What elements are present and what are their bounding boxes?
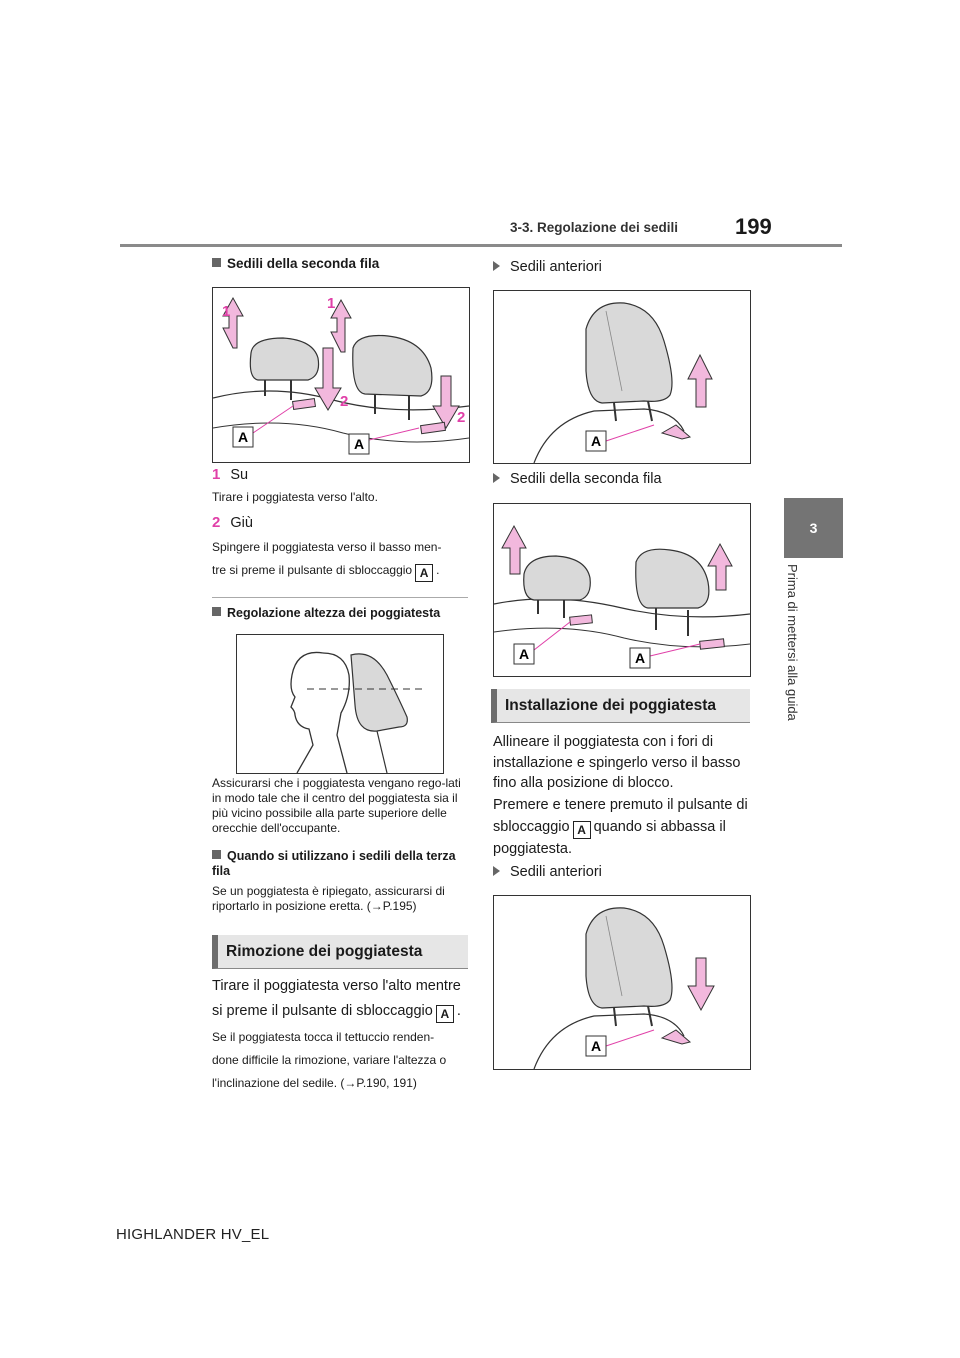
second-row-heading xyxy=(212,256,379,271)
install-p2-l2: sbloccaggio A quando si abbassa il xyxy=(493,819,726,837)
square-bullet-icon xyxy=(212,850,221,859)
triangle-bullet-icon xyxy=(493,866,500,876)
page-number: 199 xyxy=(735,214,772,239)
label-2: 2 xyxy=(457,409,466,426)
figure-second-row-remove xyxy=(493,503,751,677)
install-title: Installazione dei poggiatesta xyxy=(505,696,717,714)
second-row-heading-2: Sedili della seconda fila xyxy=(493,468,662,490)
install-p2-l1: Premere e tenere premuto il pulsante di xyxy=(493,797,748,813)
removal-section-bar xyxy=(212,935,468,969)
figure-front-install xyxy=(493,895,751,1070)
step-1-label: Su xyxy=(230,467,249,483)
footer-model: HIGHLANDER HV_EL xyxy=(116,1226,270,1243)
chapter-title: Prima di mettersi alla guida xyxy=(785,564,800,721)
square-bullet-icon xyxy=(212,607,221,616)
up-arrow-icon xyxy=(688,355,712,407)
label-a: A xyxy=(590,433,602,449)
step-2-desc-line1: Spingere il poggiatesta verso il basso men- xyxy=(212,540,442,554)
label-a: A xyxy=(237,429,249,445)
second-row-remove-illustration xyxy=(494,504,750,676)
install-p1-l1: Allineare il poggiatesta con i fori di xyxy=(493,734,714,750)
divider xyxy=(212,597,468,598)
step-1 xyxy=(212,464,248,486)
front-seats-heading-1: Sedili anteriori xyxy=(493,256,602,278)
step-2-desc-line2: tre si preme il pulsante di sbloccaggio A . xyxy=(212,563,440,580)
height-heading: Regolazione altezza dei poggiatesta xyxy=(212,606,440,620)
install-section-bar xyxy=(491,689,750,723)
front-install-illustration xyxy=(494,896,750,1069)
chapter-title-vertical xyxy=(778,560,808,740)
step-1-desc: Tirare i poggiatesta verso l'alto. xyxy=(212,490,378,504)
step-2-label: Giù xyxy=(230,515,253,531)
head-height-illustration xyxy=(237,635,443,773)
removal-note-1: Se il poggiatesta tocca il tettuccio renden- xyxy=(212,1030,435,1044)
height-desc: Assicurarsi che i poggiatesta vengano rego-lati in modo tale che il centro del poggiatesta sia il più vicino possibile alla parte superiore delle orecchie dell'occupante. xyxy=(212,776,461,835)
up-arrow-icon xyxy=(502,526,526,574)
release-button-icon: A xyxy=(415,564,433,582)
label-1: 1 xyxy=(327,295,336,312)
install-p1-l2: installazione e spingerlo verso il basso xyxy=(493,755,741,771)
removal-line-2: si preme il pulsante di sbloccaggio A . xyxy=(212,1003,461,1021)
down-arrow-icon xyxy=(433,376,459,428)
removal-note-2: done difficile la rimozione, variare l'altezza o xyxy=(212,1053,447,1067)
step-2-number: 2 xyxy=(212,514,221,531)
label-1: 1 xyxy=(222,303,231,320)
install-p2-l3: poggiatesta. xyxy=(493,841,573,857)
step-2 xyxy=(212,512,253,534)
second-row-illustration xyxy=(213,288,469,462)
figure-front-remove xyxy=(493,290,751,464)
square-bullet-icon xyxy=(212,258,221,267)
label-a: A xyxy=(590,1038,602,1054)
third-row-desc: Se un poggiatesta è ripiegato, assicurarsi di riportarlo in posizione eretta. (→P.195) xyxy=(212,884,445,913)
figure-second-row-adjust xyxy=(212,287,470,463)
triangle-bullet-icon xyxy=(493,261,500,271)
release-button-icon: A xyxy=(436,1005,454,1023)
label-a: A xyxy=(634,650,646,666)
third-row-heading: Quando si utilizzano i sedili della terza fila xyxy=(212,849,456,878)
install-p1-l3: fino alla posizione di blocco. xyxy=(493,775,674,791)
label-2: 2 xyxy=(340,393,349,410)
label-a: A xyxy=(353,436,365,452)
figure-head-height xyxy=(236,634,444,774)
chapter-tab: 3 xyxy=(784,498,843,558)
release-button-icon: A xyxy=(573,821,591,839)
second-row-heading-text: Sedili della seconda fila xyxy=(227,256,380,271)
down-arrow-icon xyxy=(688,958,714,1010)
header-rule xyxy=(120,244,842,247)
front-remove-illustration xyxy=(494,291,750,463)
removal-note-3: l'inclinazione del sedile. (→P.190, 191) xyxy=(212,1076,417,1090)
step-1-number: 1 xyxy=(212,466,221,483)
removal-line-1: Tirare il poggiatesta verso l'alto mentre xyxy=(212,978,461,994)
section-header: 3-3. Regolazione dei sedili xyxy=(510,220,679,235)
triangle-bullet-icon xyxy=(493,473,500,483)
removal-title: Rimozione dei poggiatesta xyxy=(226,942,423,960)
up-arrow-icon xyxy=(708,544,732,590)
label-a: A xyxy=(518,646,530,662)
front-seats-heading-3: Sedili anteriori xyxy=(493,861,602,883)
